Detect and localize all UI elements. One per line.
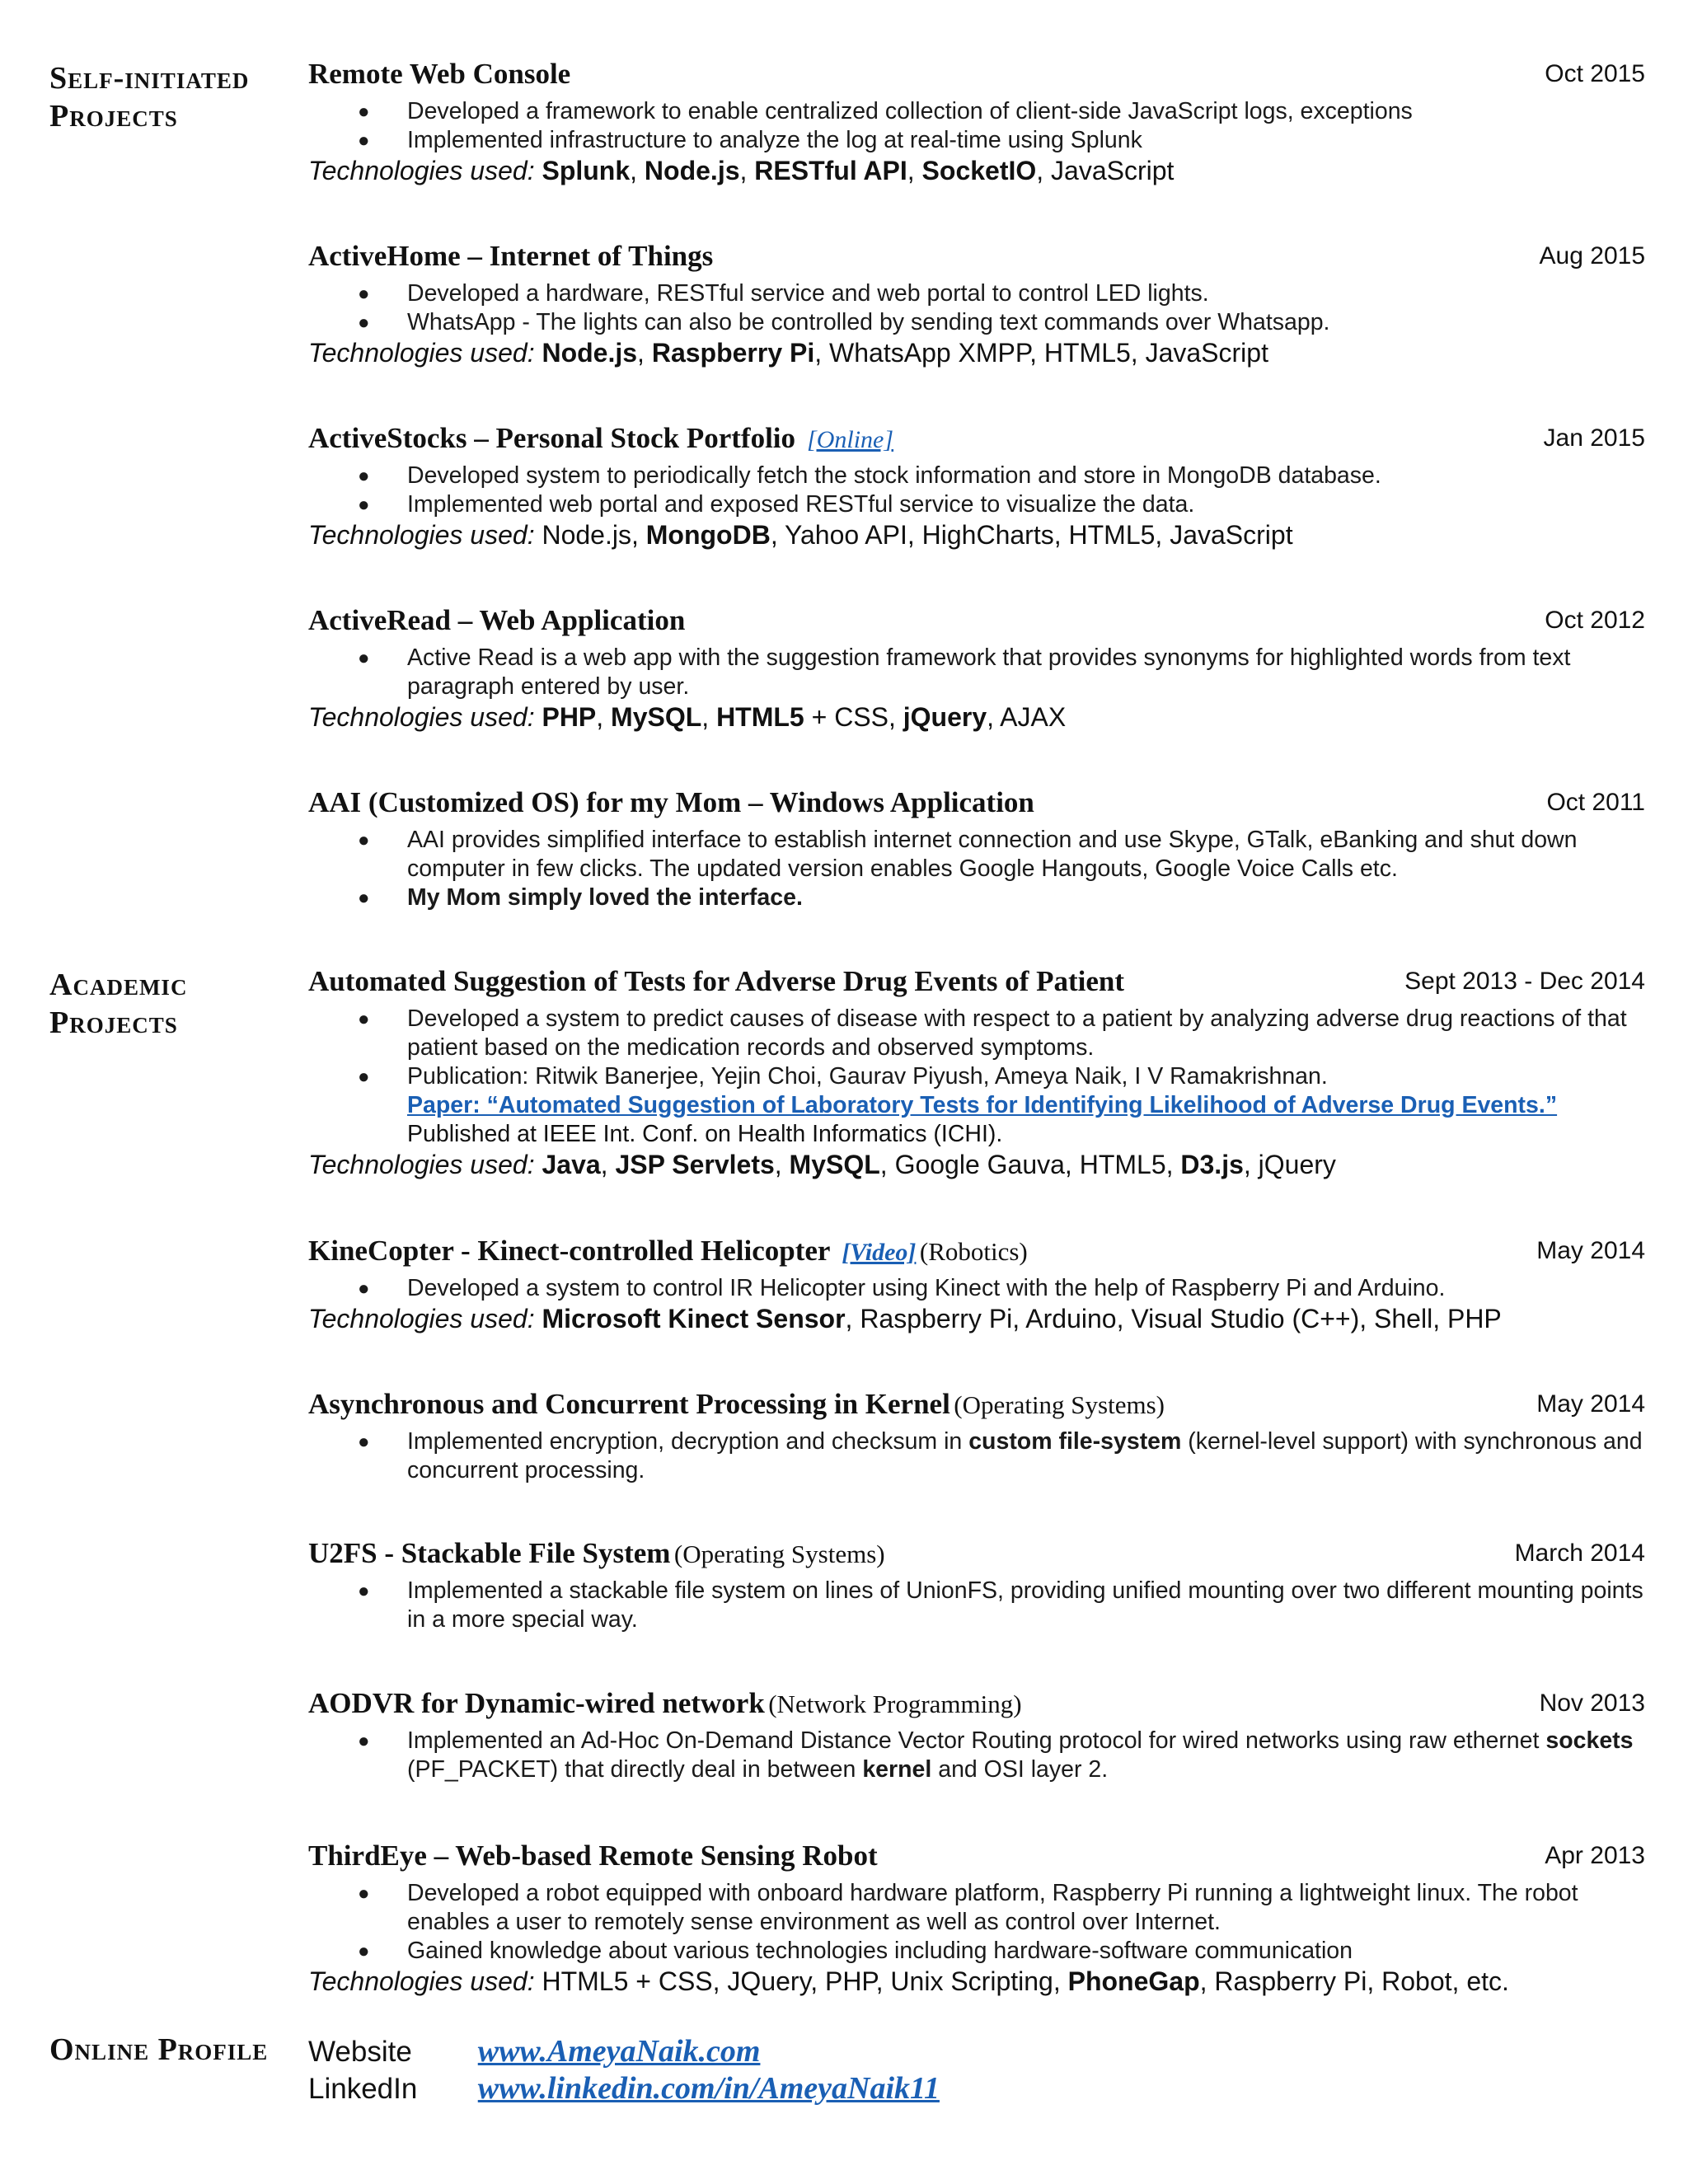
project-subtitle: (Operating Systems): [673, 1540, 885, 1568]
tech-item: PhoneGap: [1067, 1966, 1200, 1996]
project-subtitle: (Robotics): [919, 1237, 1028, 1266]
tech-item: RESTful API: [754, 156, 907, 185]
tech-prefix: Technologies used:: [308, 520, 542, 550]
project-kinecopter: [308, 1231, 1645, 1334]
tech-line: [308, 1966, 1645, 1997]
bullet: ● Developed a hardware, RESTful service and web portal to control LED lights.: [308, 279, 1645, 308]
project-activehome: [308, 237, 1645, 368]
bullet: ● WhatsApp - The lights can also be controlled by sending text commands over Whatsapp.: [308, 308, 1645, 337]
website-label: Website: [308, 2036, 412, 2068]
bullet: ● Implemented a stackable file system on lines of UnionFS, providing unified mounting over two different mounting points in a more special way.: [308, 1577, 1645, 1634]
project-date: March 2014: [1514, 1540, 1645, 1567]
tech-text: ,: [739, 156, 755, 185]
section-online: Online Profile: [49, 2032, 269, 2067]
tech-prefix: Technologies used:: [308, 1150, 542, 1179]
project-subtitle: (Operating Systems): [954, 1390, 1165, 1419]
project-title: ThirdEye – Web-based Remote Sensing Robot: [308, 1840, 878, 1872]
project-date: Nov 2013: [1539, 1690, 1645, 1717]
paper-venue: Published at IEEE Int. Conf. on Health Informatics (ICHI).: [407, 1121, 1003, 1147]
tech-text: ,: [774, 1150, 790, 1179]
website-link[interactable]: www.AmeyaNaik.com: [477, 2034, 761, 2069]
project-title: ActiveRead – Web Application: [308, 604, 686, 636]
project-title: KineCopter - Kinect-controlled Helicopter: [308, 1235, 831, 1267]
tech-item: Node.js: [644, 156, 740, 185]
tech-line: [308, 1303, 1645, 1334]
tech-line: [308, 701, 1645, 733]
project-aai: [308, 783, 1645, 912]
project-aodvr: [308, 1684, 1645, 1784]
tech-item: SocketIO: [921, 156, 1037, 185]
tech-item: HTML5: [716, 702, 804, 732]
tech-line: [308, 519, 1645, 551]
linkedin-label: LinkedIn: [308, 2073, 418, 2105]
tech-item: PHP: [542, 702, 597, 732]
project-title: Automated Suggestion of Tests for Adverse Drug Events of Patient: [308, 965, 1125, 997]
bullet: ● My Mom simply loved the interface.: [308, 883, 1645, 912]
online-link[interactable]: [Online]: [807, 426, 894, 453]
tech-text: , AJAX: [987, 702, 1067, 732]
tech-item: Splunk: [542, 156, 631, 185]
tech-text: Node.js,: [542, 520, 646, 550]
bullet: ● Developed a robot equipped with onboard hardware platform, Raspberry Pi running a lightweight linux. The robot enables a user to remotely sense environment as well as control over Internet.: [308, 1879, 1645, 1937]
tech-item: MySQL: [611, 702, 702, 732]
tech-line: [308, 1149, 1645, 1180]
tech-item: Node.js: [542, 338, 638, 368]
linkedin-link[interactable]: www.linkedin.com/in/AmeyaNaik11: [477, 2071, 940, 2106]
project-title: ActiveStocks – Personal Stock Portfolio: [308, 422, 796, 454]
tech-line: [308, 337, 1645, 368]
video-link[interactable]: [Video]: [842, 1239, 917, 1266]
tech-text: + CSS,: [804, 702, 903, 732]
tech-text: HTML5 + CSS, JQuery, PHP, Unix Scripting,: [542, 1966, 1068, 1996]
bullet: ● Developed a system to control IR Helicopter using Kinect with the help of Raspberry Pi and Arduino.: [308, 1274, 1645, 1303]
bullet: ● Implemented encryption, decryption and checksum in custom file-system (kernel-level support) with synchronous and concurrent processing.: [308, 1427, 1645, 1485]
project-activeread: [308, 601, 1645, 733]
tech-prefix: Technologies used:: [308, 338, 542, 368]
project-activestocks: [308, 419, 1645, 551]
project-remote-web-console: [308, 54, 1645, 186]
project-async-kernel: [308, 1385, 1645, 1485]
bullet: ● Implemented infrastructure to analyze the log at real-time using Splunk: [308, 126, 1645, 155]
project-date: Aug 2015: [1539, 242, 1645, 269]
bullet: ● Publication: Ritwik Banerjee, Yejin Choi, Gaurav Piyush, Ameya Naik, I V Ramakrishnan.: [308, 1062, 1645, 1091]
tech-prefix: Technologies used:: [308, 702, 542, 732]
tech-text: ,: [600, 1150, 616, 1179]
website-row: [308, 2032, 760, 2071]
project-title: AAI (Customized OS) for my Mom – Windows Application: [308, 786, 1034, 818]
tech-item: D3.js: [1180, 1150, 1244, 1179]
tech-prefix: Technologies used:: [308, 156, 542, 185]
paper-link[interactable]: Paper: “Automated Suggestion of Laboratory Tests for Identifying Likelihood of Adverse Drug Events.”: [407, 1092, 1558, 1118]
project-title: Remote Web Console: [308, 58, 571, 90]
tech-line: [308, 155, 1645, 186]
bullet: ● Developed system to periodically fetch the stock information and store in MongoDB database.: [308, 462, 1645, 490]
project-u2fs: [308, 1534, 1645, 1634]
bullet: ● Gained knowledge about various technologies including hardware-software communication: [308, 1937, 1645, 1966]
project-title: U2FS - Stackable File System: [308, 1537, 671, 1569]
tech-text: , Yahoo API, HighCharts, HTML5, JavaScript: [770, 520, 1293, 550]
project-date: May 2014: [1536, 1390, 1645, 1418]
project-subtitle: (Network Programming): [768, 1690, 1022, 1718]
bold-custom-fs: custom file-system: [968, 1428, 1182, 1455]
tech-text: , JavaScript: [1036, 156, 1175, 185]
bullet: ● Developed a framework to enable centralized collection of client-side JavaScript logs, exceptions: [308, 97, 1645, 126]
project-title: AODVR for Dynamic-wired network: [308, 1687, 765, 1719]
bullet: ● Implemented an Ad-Hoc On-Demand Distance Vector Routing protocol for wired networks using raw ethernet sockets (PF_PACKET) that directly deal in between kernel and OSI layer 2.: [308, 1727, 1645, 1784]
bullet: ● Developed a system to predict causes of disease with respect to a patient by analyzing adverse drug reactions of that patient based on the medication records and observed symptoms.: [308, 1005, 1645, 1062]
bullet: ● Implemented web portal and exposed RESTful service to visualize the data.: [308, 490, 1645, 519]
section-academic: Academic Projects: [49, 968, 188, 1040]
project-date: May 2014: [1536, 1237, 1645, 1264]
bullet: ● Active Read is a web app with the suggestion framework that provides synonyms for highlighted words from text paragraph entered by user.: [308, 644, 1645, 701]
tech-text: ,: [630, 156, 645, 185]
project-date: Jan 2015: [1543, 424, 1645, 452]
tech-text: , WhatsApp XMPP, HTML5, JavaScript: [814, 338, 1268, 368]
project-date: Sept 2013 - Dec 2014: [1404, 968, 1645, 995]
tech-item: Raspberry Pi: [651, 338, 815, 368]
tech-text: ,: [907, 156, 922, 185]
project-thirdeye: [308, 1836, 1645, 1997]
project-date: Oct 2011: [1546, 789, 1645, 816]
tech-item: jQuery: [903, 702, 987, 732]
bullet: ● AAI provides simplified interface to establish internet connection and use Skype, GTalk, eBanking and shut down computer in few clicks. The updated version enables Google Hangouts, Google Voice Calls etc.: [308, 826, 1645, 883]
project-title: Asynchronous and Concurrent Processing in Kernel: [308, 1388, 950, 1420]
tech-text: , Raspberry Pi, Arduino, Visual Studio (C++), Shell, PHP: [845, 1304, 1502, 1333]
section-self-initiated: Self-initiated Projects: [49, 61, 250, 134]
tech-prefix: Technologies used:: [308, 1304, 542, 1333]
tech-item: MongoDB: [645, 520, 771, 550]
tech-text: ,: [637, 338, 652, 368]
project-title: ActiveHome – Internet of Things: [308, 240, 714, 272]
tech-item: MySQL: [789, 1150, 880, 1179]
tech-text: ,: [596, 702, 612, 732]
project-automated-suggestion: [308, 962, 1645, 1180]
project-date: Apr 2013: [1545, 1842, 1645, 1869]
tech-text: , Google Gauva, HTML5,: [879, 1150, 1181, 1179]
tech-text: , Raspberry Pi, Robot, etc.: [1199, 1966, 1509, 1996]
tech-text: , jQuery: [1243, 1150, 1336, 1179]
tech-text: ,: [701, 702, 717, 732]
linkedin-row: [308, 2069, 940, 2108]
tech-item: Java: [542, 1150, 601, 1179]
tech-prefix: Technologies used:: [308, 1966, 542, 1996]
tech-item: JSP Servlets: [615, 1150, 775, 1179]
tech-item: Microsoft Kinect Sensor: [542, 1304, 846, 1333]
project-date: Oct 2012: [1545, 607, 1645, 634]
project-date: Oct 2015: [1545, 60, 1645, 87]
